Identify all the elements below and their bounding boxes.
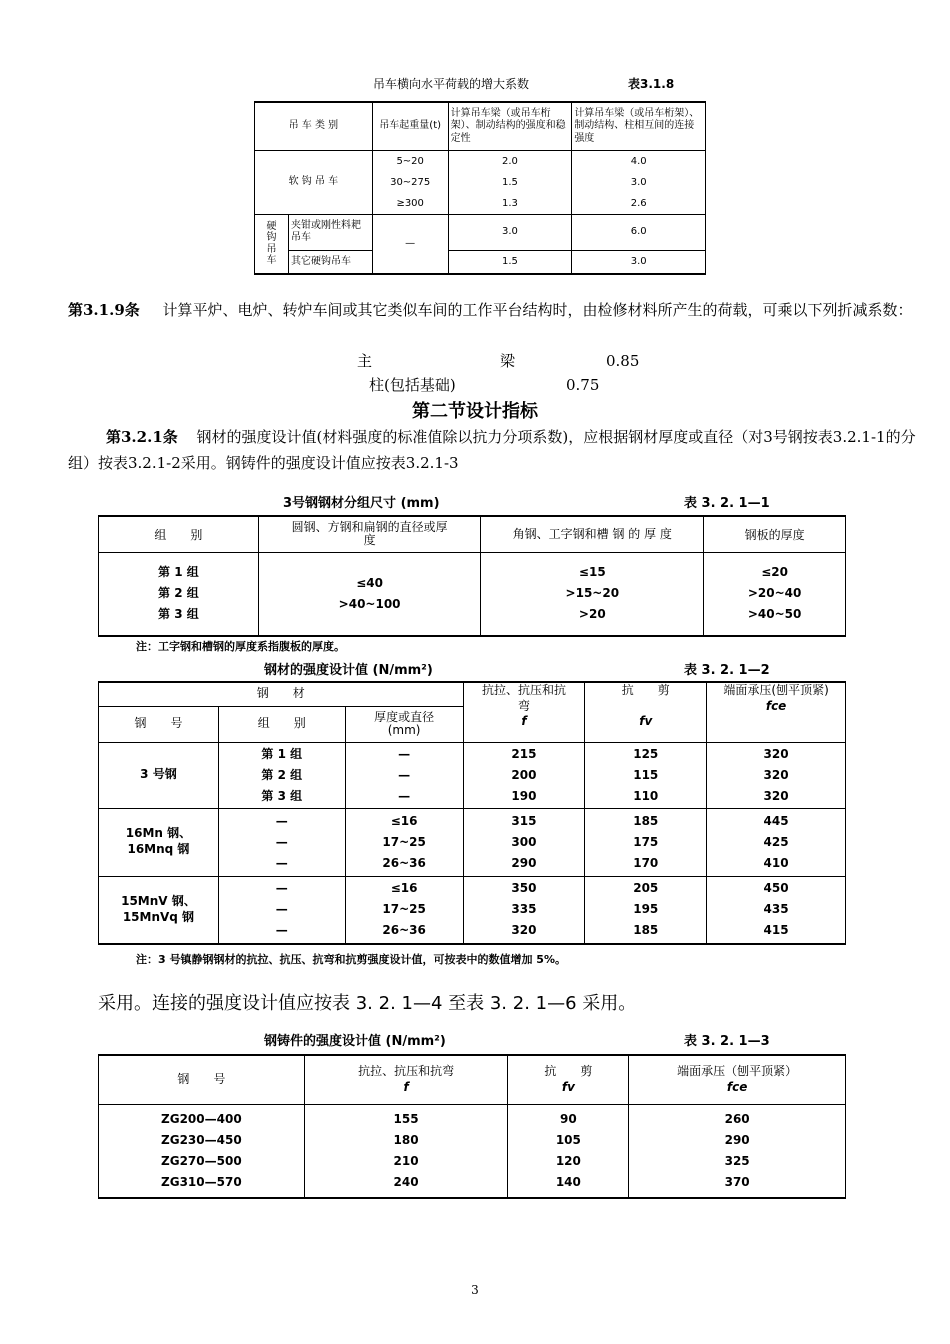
cell: 125 (633, 746, 659, 761)
cell: ≤16 (390, 813, 418, 828)
table-3211 (98, 515, 846, 637)
table-318-hard-label: 硬钩吊车 (255, 214, 289, 274)
shear-symbol: fv (639, 714, 653, 729)
table-318-hard-name-1: 夹钳或刚性料耙吊车 (288, 214, 372, 250)
cell: 200 (511, 767, 537, 782)
cell: 185 (633, 923, 659, 938)
group-3: 第 3 组 (158, 607, 199, 622)
page-number: 3 (471, 1283, 479, 1297)
table-3211-header-angle: 角钢、工字钢和槽 钢 的 厚 度 (481, 516, 704, 552)
cell: 205 (633, 881, 659, 896)
cell: 2.0 (502, 155, 518, 167)
group-1: 第 1 组 (158, 565, 199, 580)
cell: 445 (763, 813, 789, 828)
cell: 175 (633, 834, 659, 849)
cell: 3.0 (448, 214, 572, 250)
bearing-symbol: fce (726, 1079, 748, 1094)
cell: >15~20 (565, 586, 620, 601)
cell: >20~40 (747, 586, 802, 601)
cell: >40~100 (338, 596, 401, 611)
cell: 26~36 (382, 923, 426, 938)
table-318-number: 表3.1.8 (628, 77, 675, 91)
cell: >40~50 (747, 607, 802, 622)
cell: 215 (511, 746, 537, 761)
cell: ≤20 (761, 565, 788, 580)
cell: 370 (724, 1174, 750, 1189)
cell: 1.3 (502, 197, 518, 209)
cell: 315 (511, 813, 537, 828)
cell: — (275, 923, 288, 938)
cell: 450 (763, 881, 789, 896)
table-3212-header-thickness: 厚度或直径 (mm) (345, 706, 463, 742)
cell: 1.5 (502, 176, 518, 188)
cell: 140 (555, 1174, 581, 1189)
cell: 2.6 (630, 197, 647, 209)
table-3213-header-bearing (629, 1055, 846, 1104)
cell: 260 (724, 1111, 750, 1126)
cell: 290 (511, 855, 537, 870)
table-3213-header-tension (304, 1055, 508, 1104)
tension-label: 抗拉、抗压和抗弯 (358, 1064, 455, 1079)
article-319-text: 计算平炉、电炉、转炉车间或其它类似车间的工作平台结构时，由检修材料所产生的荷载，可乘以下列折减系数： (162, 301, 913, 319)
grade-3: 3 号钢 (99, 742, 219, 808)
cell: 115 (633, 767, 659, 782)
cell: 第 1 组 (261, 746, 303, 761)
cell: ≤15 (578, 565, 606, 580)
shear-symbol: fv (561, 1079, 575, 1094)
cell: 410 (763, 855, 789, 870)
cell: — (275, 834, 288, 849)
table-3211-header-round: 圆钢、方钢和扁钢的直径或厚度 (258, 516, 481, 552)
grade-15mnv: 15MnV 钢、15MnVq 钢 (99, 876, 219, 944)
table-3212-header-group: 组 别 (218, 706, 345, 742)
tension-label: 抗拉、抗压和抗弯 (481, 683, 566, 713)
table-3213-title: 钢铸件的强度设计值 (N/mm²) (264, 1034, 446, 1049)
item-main-beam-value: 0.85 (606, 352, 640, 370)
cell: 415 (763, 923, 789, 938)
cell: — (398, 746, 411, 761)
table-3212 (98, 681, 846, 945)
cell: 240 (393, 1174, 419, 1189)
cell: 3.0 (572, 250, 706, 274)
cell: 185 (633, 813, 659, 828)
article-321-label: 第3.2.1条 (106, 428, 178, 446)
table-3211-note: 注：工字钢和槽钢的厚度系指腹板的厚度。 (136, 640, 345, 653)
cell: 195 (633, 902, 659, 917)
cell: 320 (763, 767, 789, 782)
cell: — (275, 813, 288, 828)
group-2: 第 2 组 (158, 586, 199, 601)
item-main-beam-b: 梁 (500, 352, 516, 370)
bearing-label: 端面承压（刨平顶紧） (677, 1064, 798, 1079)
cell: — (275, 881, 288, 896)
table-3212-header-bearing (707, 682, 846, 742)
table-318-title: 吊车横向水平荷载的增大系数 (373, 77, 530, 91)
cell: — (398, 788, 411, 803)
table-3212-header-tension (463, 682, 585, 742)
table-3213-header-shear (508, 1055, 629, 1104)
cell: 210 (393, 1153, 419, 1168)
item-main-beam-a: 主 (357, 352, 373, 370)
table-3211-number: 表 3. 2. 1—1 (684, 496, 770, 511)
article-321-text: 钢材的强度设计值(材料强度的标准值除以抗力分项系数)，应根据钢材厚度或直径（对3号钢按表3.2.1-1的分组）按表3.2.1-2采用。钢铸件的强度设计值应按表3.2.1-3 (68, 428, 916, 472)
table-318-header-connection: 计算吊车梁（或吊车桁架）、制动结构、柱相互间的连接强度 (572, 102, 706, 150)
cell: 320 (763, 746, 789, 761)
cell: 350 (511, 881, 537, 896)
table-318-header-capacity: 吊车起重量(t) (372, 102, 448, 150)
cell: ZG200—400 (161, 1111, 242, 1126)
cell: ZG310—570 (161, 1174, 242, 1189)
cell: 320 (511, 923, 537, 938)
cell: 17~25 (382, 902, 426, 917)
cell: 第 3 组 (261, 788, 303, 803)
bearing-label: 端面承压(刨平顶紧) (723, 683, 829, 697)
shear-label: 抗 剪 (621, 683, 670, 697)
tension-symbol: f (403, 1079, 409, 1094)
table-3213-header-grade: 钢 号 (99, 1055, 305, 1104)
cell: 90 (560, 1111, 577, 1126)
table-3211-header-group: 组 别 (99, 516, 259, 552)
table-3212-title: 钢材的强度设计值 (N/mm²) (264, 663, 433, 678)
cell: 26~36 (382, 855, 426, 870)
table-318-hard-name-2: 其它硬钩吊车 (288, 250, 372, 274)
article-321 (68, 424, 920, 476)
table-318-header-strength: 计算吊车梁（或吊车桁架）、制动结构的强度和稳定性 (448, 102, 572, 150)
grade-16mn: 16Mn 钢、16Mnq 钢 (99, 808, 219, 876)
cell: 155 (393, 1111, 419, 1126)
table-318-soft-label: 软 钩 吊 车 (255, 150, 373, 214)
cell: 17~25 (382, 834, 426, 849)
table-3211-title: 3号钢钢材分组尺寸 (mm) (283, 496, 440, 511)
section-title: 第二节设计指标 (412, 401, 538, 422)
cell: 4.0 (630, 155, 647, 167)
cell: ZG270—500 (161, 1153, 242, 1168)
cell: 335 (511, 902, 537, 917)
cell: 320 (763, 788, 789, 803)
table-3213-number: 表 3. 2. 1—3 (684, 1034, 770, 1049)
table-3212-number: 表 3. 2. 1—2 (684, 663, 770, 678)
cell: ≤16 (390, 881, 418, 896)
table-318-header-type: 吊 车 类 别 (255, 102, 373, 150)
cell: ZG230—450 (161, 1132, 242, 1147)
table-318 (254, 101, 706, 275)
cell: 325 (724, 1153, 750, 1168)
cell: — (275, 855, 288, 870)
cell: 300 (511, 834, 537, 849)
cell: 1.5 (448, 250, 572, 274)
item-column-label: 柱(包括基础) (369, 376, 456, 394)
table-318-hard-capacity: — (372, 214, 448, 274)
cell: — (275, 902, 288, 917)
continuation-text: 采用。连接的强度设计值应按表 3. 2. 1—4 至表 3. 2. 1—6 采用。 (98, 993, 637, 1014)
cell: 170 (633, 855, 659, 870)
shear-label: 抗 剪 (544, 1064, 593, 1079)
cell: >20 (578, 607, 606, 622)
table-3212-note: 注：3 号镇静钢钢材的抗拉、抗压、抗弯和抗剪强度设计值，可按表中的数值增加 5%。 (136, 953, 566, 966)
table-3212-header-material: 钢 材 (99, 682, 464, 706)
cell: 290 (724, 1132, 750, 1147)
cell: 190 (511, 788, 537, 803)
cell: 3.0 (630, 176, 647, 188)
bearing-symbol: fce (765, 698, 787, 713)
cell: 5~20 (396, 155, 424, 167)
cell: 180 (393, 1132, 419, 1147)
cell: ≤40 (356, 575, 383, 590)
table-3212-header-shear (585, 682, 707, 742)
table-3213 (98, 1054, 846, 1199)
cell: 6.0 (572, 214, 706, 250)
tension-symbol: f (521, 714, 527, 729)
article-319-label: 第3.1.9条 (68, 301, 140, 319)
cell: 105 (555, 1132, 581, 1147)
cell: 435 (763, 902, 789, 917)
cell: 110 (633, 788, 659, 803)
cell: 120 (555, 1153, 581, 1168)
item-column-value: 0.75 (566, 376, 600, 394)
table-3212-header-grade: 钢 号 (99, 706, 219, 742)
cell: 425 (763, 834, 789, 849)
cell: 第 2 组 (261, 767, 303, 782)
table-3211-header-plate: 钢板的厚度 (704, 516, 846, 552)
cell: 30~275 (390, 176, 431, 188)
cell: ≥300 (396, 197, 424, 209)
cell: — (398, 767, 411, 782)
article-319 (68, 297, 920, 323)
